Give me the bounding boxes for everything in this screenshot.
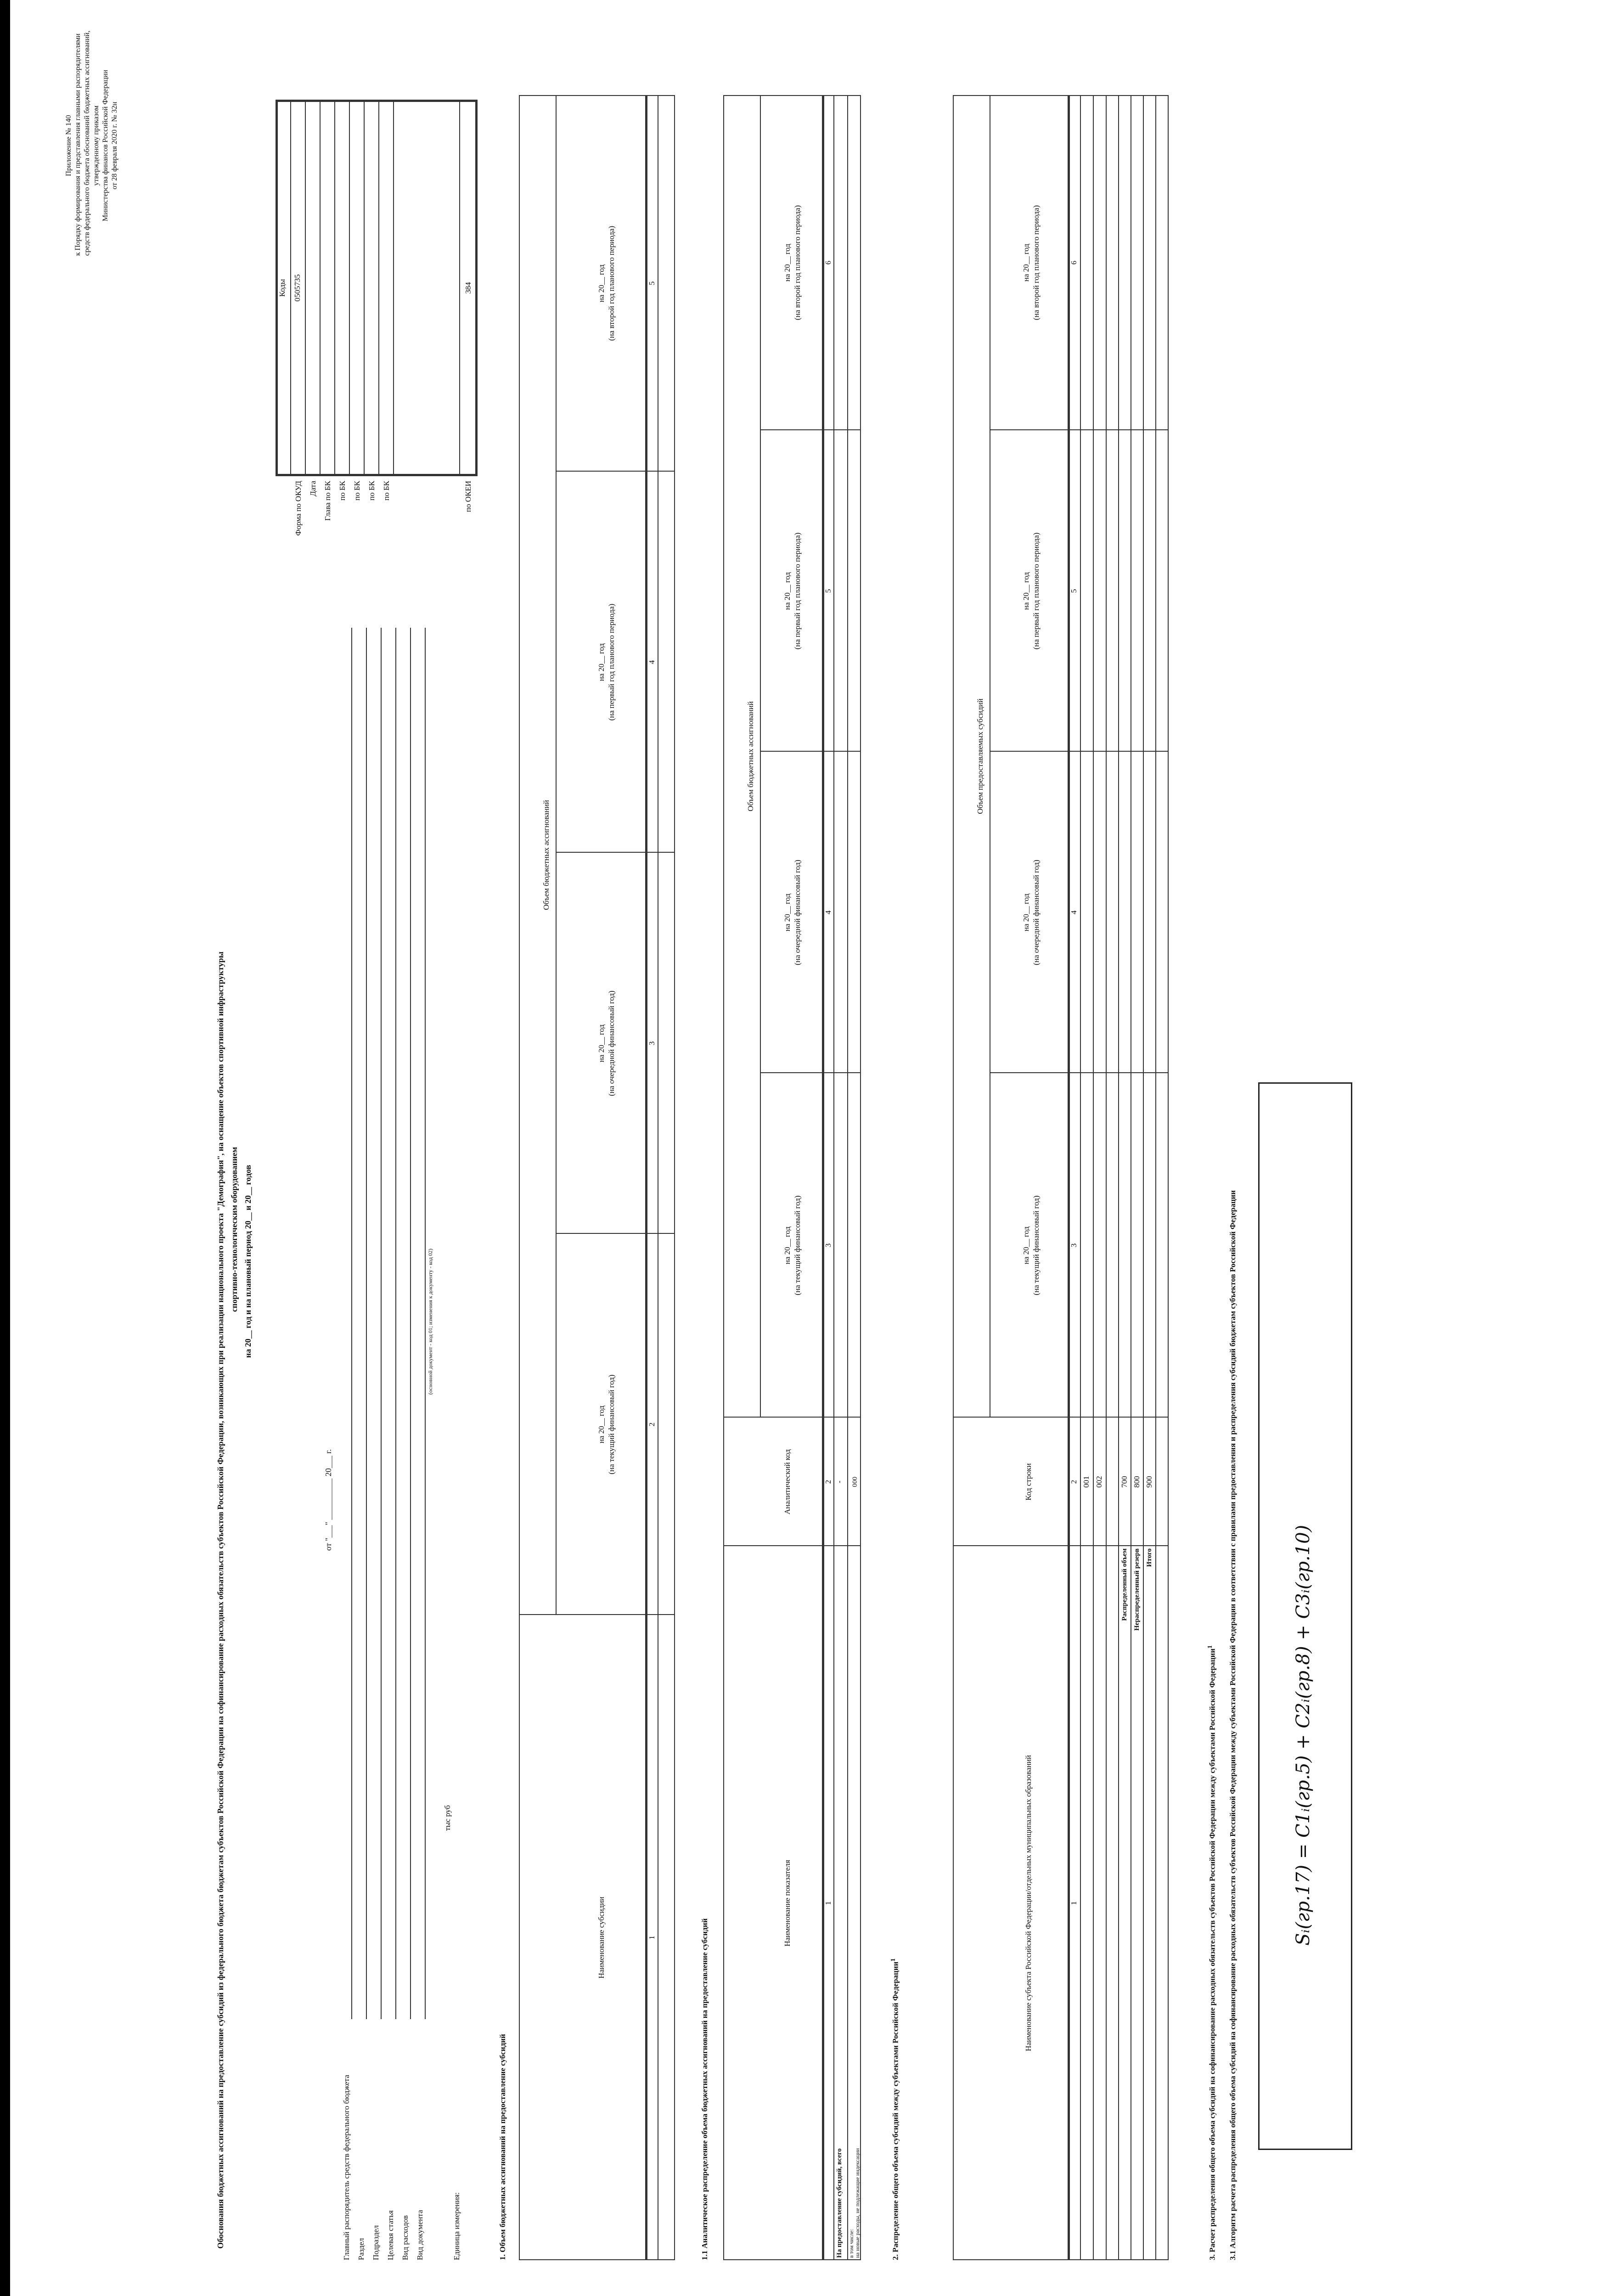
fill-line (395, 628, 396, 2019)
row-code: 900 (1145, 1476, 1153, 1488)
codes-row-line (305, 100, 306, 476)
label-bk: по БК (382, 481, 391, 501)
year-subheader: (на первый год планового периода) (793, 532, 802, 650)
col-header-analytic-code: Аналитический код (783, 1449, 792, 1515)
year-subheader: (на очередной финансовый год) (1032, 860, 1041, 965)
label-bk: по БК (338, 481, 347, 501)
col-number: 5 (1069, 589, 1078, 593)
col-header-subsidy-name: Наименование субсидии (597, 1896, 606, 1979)
section11-title: 1.1 Аналитическое распределение объема бюджетных ассигнований на предоставление субсидий (700, 1918, 709, 2260)
fill-line (410, 628, 411, 2019)
row-code: - (835, 1480, 844, 1483)
footnote-marker: 1 (1206, 1645, 1214, 1649)
total-label-total: Итого (1146, 1548, 1153, 1567)
row-line (1080, 95, 1081, 2260)
codes-header: Коды (278, 279, 287, 297)
col-line (990, 1072, 1169, 1073)
col-line (760, 429, 861, 430)
label-date: Дата (309, 481, 317, 496)
year-header: на 20__ год (597, 264, 606, 303)
row-code: 002 (1095, 1476, 1103, 1488)
label-chapter-bk: Глава по БК (323, 481, 332, 521)
col-number: 1 (824, 1901, 832, 1905)
col-number: 4 (647, 660, 656, 664)
codes-row-line (320, 100, 321, 476)
row-line (847, 95, 848, 2260)
col-number: 6 (1069, 260, 1078, 265)
group-header: Объем бюджетных ассигнований (542, 800, 551, 910)
unit-value: тыс руб (443, 1805, 452, 1831)
col-line (990, 751, 1169, 752)
year-header: на 20__ год (597, 1405, 606, 1444)
okud-code: 0505735 (293, 274, 302, 302)
year-header: на 20__ год (1022, 572, 1030, 610)
col-number: 4 (824, 910, 832, 915)
label-bk: по БК (353, 481, 361, 501)
col-header-indicator: Наименование показателя (783, 1860, 792, 1947)
year-subheader: (на текущий финансовый год) (607, 1374, 616, 1474)
label-target-article: Целевая статья (386, 2210, 395, 2260)
col-number: 5 (824, 589, 832, 593)
section3-title-text: 3. Расчет распределения общего объема субсидий на софинансирование расходных обязательств субъектов Российской Федерации между субъектами Российской Федерации (1208, 1648, 1217, 2260)
year-subheader: (на очередной финансовый год) (607, 990, 616, 1096)
year-subheader: (на текущий финансовый год) (793, 1195, 802, 1295)
row-code: 000 (851, 1476, 859, 1487)
codes-row-line (393, 100, 394, 476)
total-label-distributed: Распределенный объем (1121, 1548, 1128, 1621)
row-code: 001 (1082, 1476, 1091, 1488)
label-okud: Форма по ОКУД (294, 481, 303, 536)
row-label-including: в том числе: (848, 2229, 855, 2258)
col-line (760, 1072, 861, 1073)
label-document-type: Вид документа (416, 2210, 424, 2260)
row-label-new-expenses: на новые расходы, не подлежащие индексации (854, 2148, 861, 2258)
row-code: 800 (1132, 1476, 1141, 1488)
col-header-row-code: Код строки (1024, 1463, 1033, 1501)
section3-title (1205, 1645, 1217, 2260)
row-code: 700 (1120, 1476, 1129, 1488)
group-header: Объем предоставляемых субсидий (976, 698, 984, 814)
appendix-line: средств федерального бюджета обоснований бюджетных ассигнований, (83, 30, 91, 256)
year-header: на 20__ год (597, 643, 606, 681)
fill-line (381, 628, 382, 2019)
section1-title: 1. Объем бюджетных ассигнований на предоставление субсидий (498, 2034, 507, 2260)
col-line (990, 429, 1169, 430)
col-number: 2 (824, 1480, 832, 1484)
year-header: на 20__ год (783, 572, 792, 610)
appendix-line: к Порядку формирования и представления главными распорядителями (74, 34, 82, 256)
document-title-line2: спортивно-технологическим оборудованием (230, 1147, 239, 1312)
year-header: на 20__ год (783, 1226, 792, 1265)
row-line (833, 95, 834, 2260)
fill-line (351, 628, 352, 2019)
year-header: на 20__ год (783, 893, 792, 932)
col-number: 3 (824, 1243, 832, 1248)
appendix-block (64, 30, 119, 256)
codes-row-line (364, 100, 365, 476)
codes-row-line (349, 100, 350, 476)
col-number: 5 (647, 281, 656, 286)
appendix-line: Министерства финансов Российской Федерации (101, 70, 109, 221)
total-label-reserve: Нераспределенный резерв (1133, 1548, 1141, 1631)
year-subheader: (на второй год планового периода) (1032, 205, 1041, 321)
appendix-line: Приложение № 140 (65, 115, 73, 176)
row-line (760, 95, 761, 1418)
group-header: Объем бюджетных ассигнований (746, 701, 755, 811)
formula: Sᵢ(гр.17) = C1ᵢ(гр.5) + C2ᵢ(гр.8) + C3ᵢ(гр.10) (1293, 1525, 1314, 1946)
col-line (760, 751, 861, 752)
label-expense-type: Вид расходов (401, 2215, 410, 2260)
document-title-line3: на 20__ год и на плановый период 20__ и 20__ годов (243, 1165, 253, 1358)
row-line (1093, 95, 1094, 2260)
col-number: 2 (1069, 1480, 1078, 1484)
codes-row-line (334, 100, 335, 476)
year-header: на 20__ год (1022, 243, 1030, 282)
footnote-marker: 1 (889, 1958, 897, 1962)
fill-line (425, 628, 426, 2019)
section11-table (723, 95, 861, 2260)
col-number: 3 (1069, 1243, 1078, 1248)
year-header: на 20__ год (1022, 1226, 1030, 1265)
row-line (1143, 95, 1144, 2260)
row-line (1155, 95, 1156, 2260)
label-chief-manager: Главный распорядитель средств федерального бюджета (342, 2075, 351, 2260)
appendix-line: от 28 февраля 2020 г. № 32н (111, 101, 118, 190)
row-line (556, 95, 557, 1615)
page-border (0, 0, 10, 2296)
row-label-total: На предоставление субсидий, всего (836, 2148, 843, 2258)
row-line (1106, 95, 1107, 2260)
codes-row-line (459, 100, 460, 476)
year-subheader: (на очередной финансовый год) (793, 860, 802, 965)
fill-line (366, 628, 367, 2019)
col-number: 3 (647, 1041, 656, 1046)
section2-table (953, 95, 1169, 2260)
col-header-region: Наименование субъекта Российской Федерации/отдельных муниципальных образований (1024, 1755, 1033, 2051)
label-section: Раздел (357, 2238, 366, 2260)
col-number: 6 (824, 260, 832, 265)
year-subheader: (на второй год планового периода) (607, 225, 616, 341)
label-bk: по БК (367, 481, 376, 501)
year-subheader: (на первый год планового периода) (607, 603, 616, 721)
appendix-line: утвержденному приказом (92, 105, 100, 186)
year-subheader: (на второй год планового периода) (793, 205, 802, 321)
section2-title-text: 2. Распределение общего объема субсидий между субъектами Российской Федерации (891, 1961, 900, 2260)
doc-type-note: (основной документ - код 01; изменения к документу - код 02) (427, 1249, 433, 1395)
section2-title (889, 1958, 900, 2260)
col-number: 2 (647, 1422, 656, 1427)
codes-row-line (290, 100, 291, 476)
document-title: Обоснования бюджетных ассигнований на предоставление субсидий из федерального бюджета бюджетам субъектов Российской Федерации на софинансирование расходных обязательств субъектов Российской Федерации, возникающих при реализации национального проекта "Демография", на оснащение объектов спортивной инфраструктуры (216, 951, 225, 2249)
label-okei: по ОКЕИ (464, 481, 472, 512)
date-line: от "___" __________ 20___ г. (324, 1449, 333, 1551)
unit-label: Единица измерения: (452, 2192, 461, 2260)
section31-title: 3.1 Алгоритм расчета распределения общего объема субсидий на софинансирование расходных обязательств субъектов Российской Федерации между субъектами Российской Федерации в соответствии с правилами предоставления и распределения субсидий бюджетам субъектов Российской Федерации (1228, 1190, 1237, 2260)
codes-row-line (378, 100, 379, 476)
codes-table (276, 100, 478, 476)
okei-code: 384 (464, 282, 472, 294)
year-header: на 20__ год (1022, 893, 1030, 932)
year-subheader: (на текущий финансовый год) (1032, 1195, 1041, 1295)
col-number: 4 (1069, 910, 1078, 915)
year-header: на 20__ год (783, 243, 792, 282)
year-subheader: (на первый год планового периода) (1032, 532, 1041, 650)
row-line (1118, 95, 1119, 2260)
col-number: 1 (647, 1936, 656, 1940)
year-header: на 20__ год (597, 1024, 606, 1063)
label-subsection: Подраздел (371, 2225, 380, 2260)
col-number: 1 (1069, 1901, 1078, 1905)
